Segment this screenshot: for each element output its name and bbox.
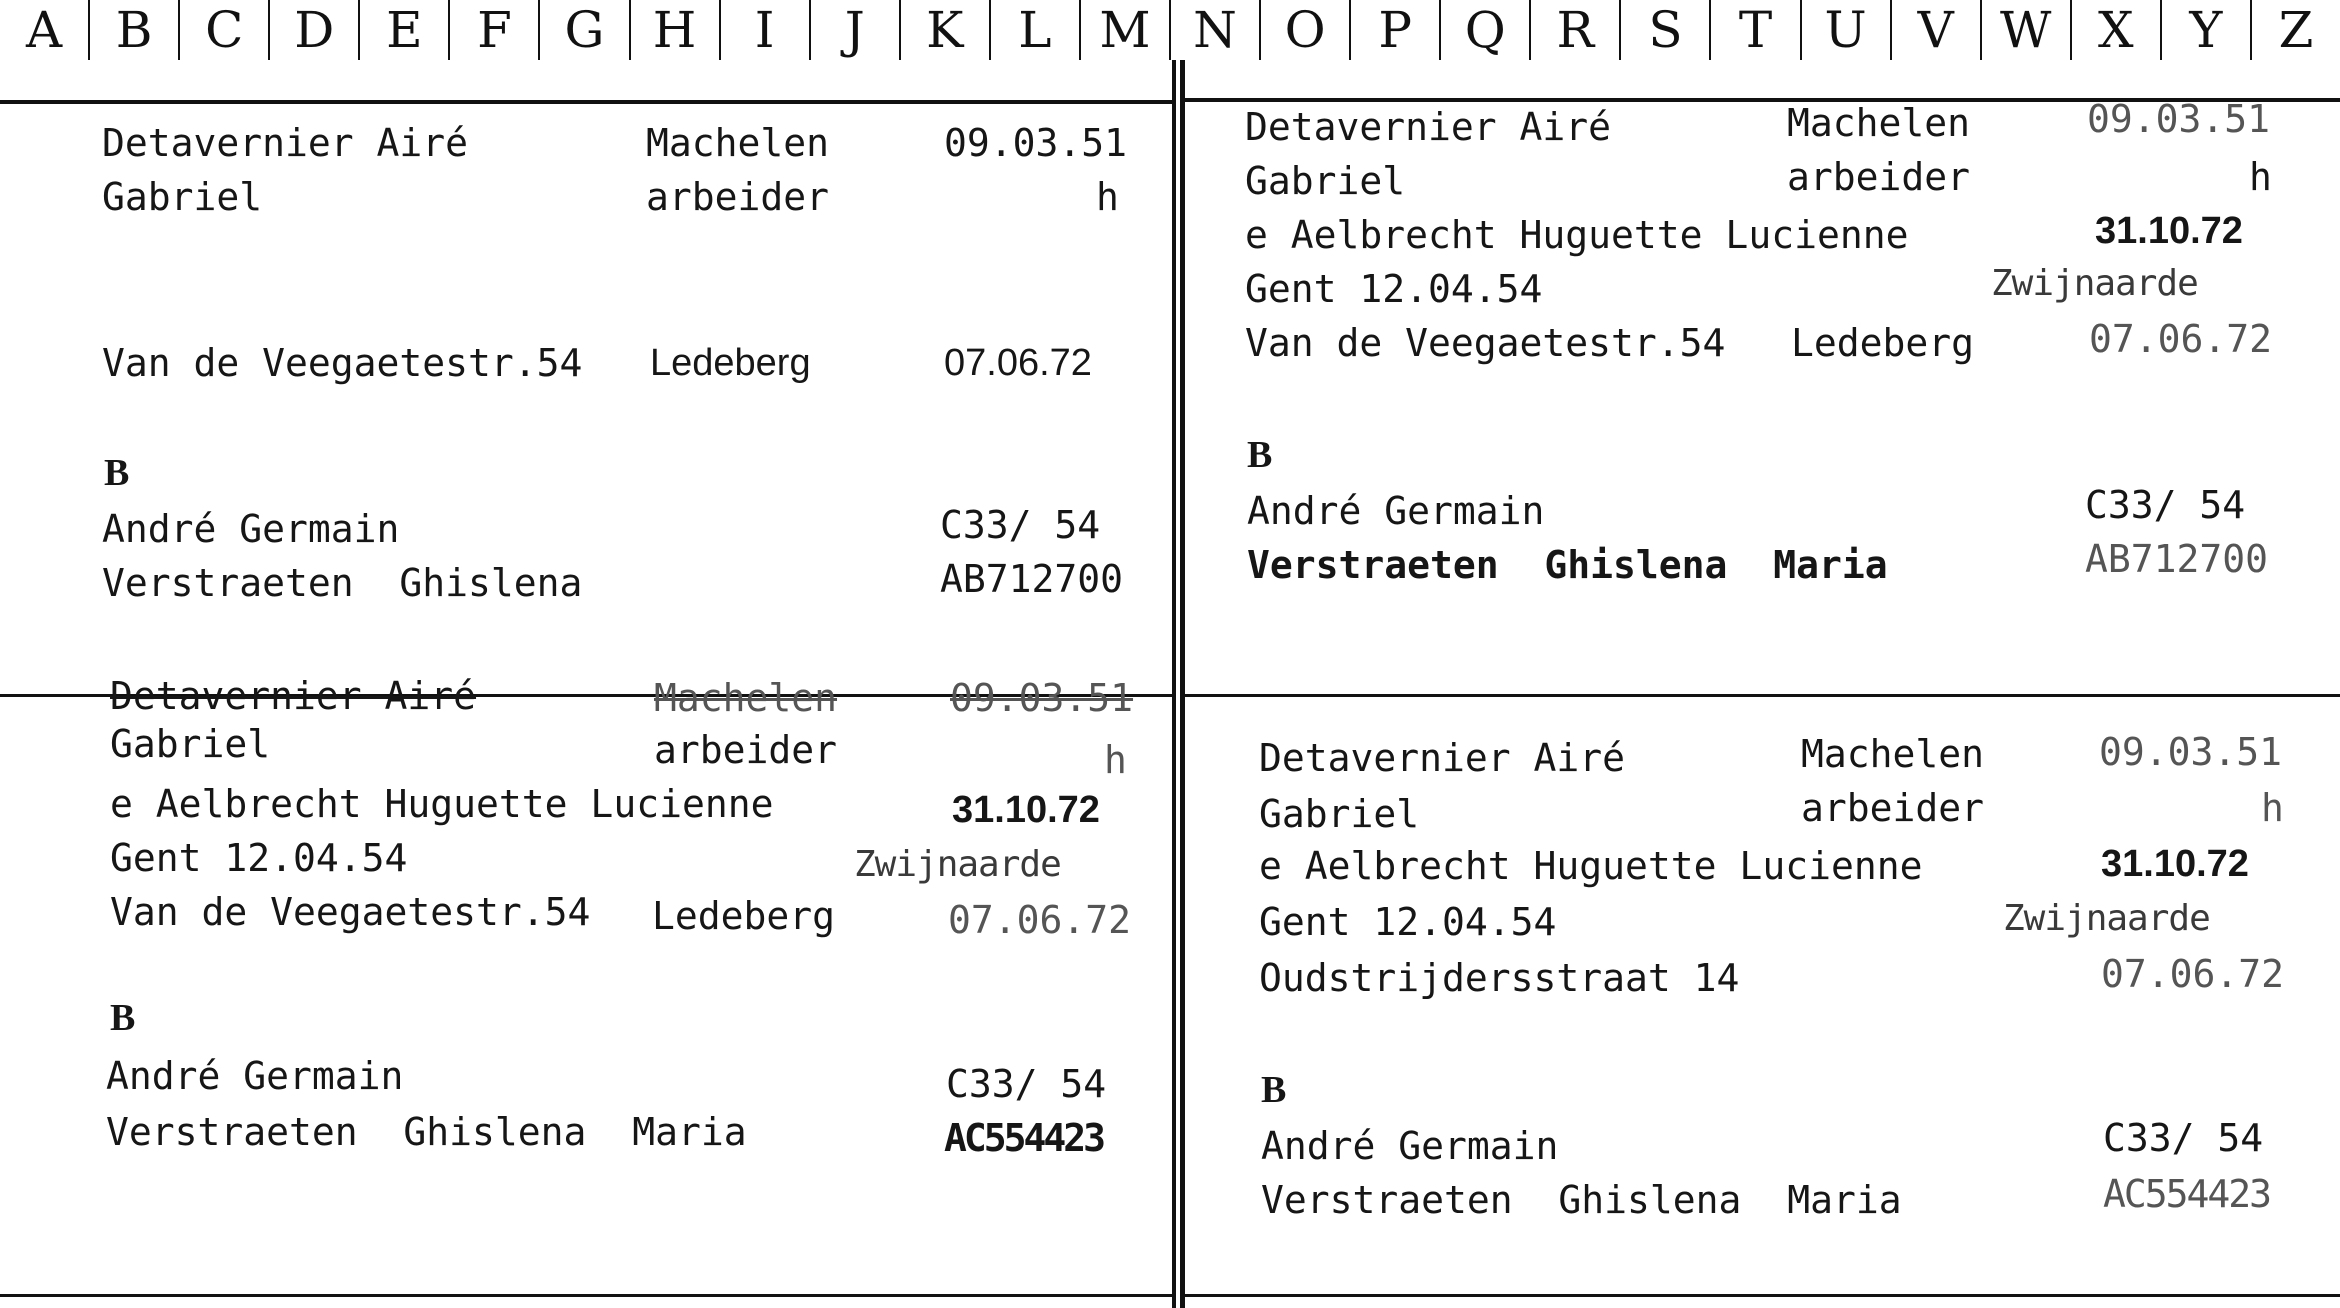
index-letter-u: U (1802, 0, 1892, 60)
index-letter-i: I (721, 0, 811, 60)
card-marriage-place: Zwijnaarde (2003, 898, 2210, 939)
bottom-divider-right (1185, 1294, 2340, 1297)
card-ref-code: C33/ 54 (940, 503, 1101, 547)
card-locality: Ledeberg (1791, 321, 1975, 365)
card-ref-number: AC554423 (944, 1116, 1104, 1160)
card-ref-code: C33/ 54 (946, 1062, 1107, 1106)
register-card-top-left (0, 0, 1172, 694)
index-letter-k: K (901, 0, 991, 60)
index-letter-a: A (0, 0, 90, 60)
index-letter-h: H (631, 0, 721, 60)
card-name-line2: Gabriel (102, 175, 263, 219)
card-birthplace: Machelen (654, 676, 838, 720)
index-letter-p: P (1351, 0, 1441, 60)
index-letter-e: E (360, 0, 450, 60)
card-section-letter: B (1247, 434, 1273, 476)
card-address-date: 07.06.72 (948, 898, 1132, 942)
card-locality: Ledeberg (650, 342, 811, 384)
card-ref-code: C33/ 54 (2085, 483, 2246, 527)
card-name-line1: Detavernier Airé (110, 674, 477, 718)
card-name-line2: Gabriel (1259, 792, 1420, 836)
card-marriage-date: 31.10.72 (2101, 843, 2249, 885)
index-letter-b: B (90, 0, 180, 60)
card-marriage-date: 31.10.72 (2095, 210, 2243, 252)
card-occupation: arbeider (654, 728, 838, 772)
card-address-date: 07.06.72 (2101, 952, 2285, 996)
index-letter-o: O (1261, 0, 1351, 60)
card-birth-date: 09.03.51 (2087, 97, 2271, 141)
index-letter-t: T (1711, 0, 1801, 60)
card-spouse-birth: Gent 12.04.54 (1245, 267, 1543, 311)
card-mother: Verstraeten Ghislena (102, 561, 583, 605)
card-marriage-place: Zwijnaarde (1991, 263, 2198, 304)
card-marriage-date: 31.10.72 (952, 789, 1100, 831)
card-ref-number: AC554423 (2103, 1172, 2271, 1216)
index-letter-y: Y (2162, 0, 2252, 60)
card-father: André Germain (1261, 1124, 1559, 1168)
card-father: André Germain (102, 507, 400, 551)
card-section-letter: B (110, 997, 136, 1039)
card-address: Van de Veegaetestr.54 (1245, 321, 1726, 365)
card-mother: Verstraeten Ghislena Maria (1261, 1178, 1902, 1222)
index-letter-g: G (540, 0, 630, 60)
center-divider (1172, 60, 1176, 1308)
card-name-line1: Detavernier Airé (102, 121, 469, 165)
index-letter-l: L (991, 0, 1081, 60)
card-spouse: e Aelbrecht Huguette Lucienne (110, 782, 774, 826)
card-marker: h (1096, 175, 1119, 219)
card-address: Oudstrijdersstraat 14 (1259, 956, 1740, 1000)
card-ref-number: AB712700 (2085, 537, 2269, 581)
card-marriage-place: Zwijnaarde (854, 844, 1061, 885)
card-name-line1: Detavernier Airé (1259, 736, 1626, 780)
register-card-top-right (1185, 0, 2340, 694)
card-locality: Ledeberg (652, 894, 836, 938)
card-ref-code: C33/ 54 (2103, 1116, 2264, 1160)
card-address-date: 07.06.72 (2089, 317, 2273, 361)
index-letter-v: V (1892, 0, 1982, 60)
index-letter-r: R (1531, 0, 1621, 60)
card-address: Van de Veegaetestr.54 (102, 341, 583, 385)
index-letter-s: S (1621, 0, 1711, 60)
register-card-bottom-right (1185, 697, 2340, 1294)
index-letter-n: N (1171, 0, 1261, 60)
card-birth-date: 09.03.51 (950, 676, 1134, 720)
card-name-line1: Detavernier Airé (1245, 105, 1612, 149)
card-spouse: e Aelbrecht Huguette Lucienne (1245, 213, 1909, 257)
index-letter-c: C (180, 0, 270, 60)
index-letter-d: D (270, 0, 360, 60)
card-spouse: e Aelbrecht Huguette Lucienne (1259, 844, 1923, 888)
card-mother: Verstraeten Ghislena Maria (1247, 543, 1888, 587)
card-spouse-birth: Gent 12.04.54 (110, 836, 408, 880)
card-occupation: arbeider (1787, 155, 1971, 199)
card-occupation: arbeider (646, 175, 830, 219)
card-name-line2: Gabriel (110, 722, 271, 766)
card-birthplace: Machelen (646, 121, 830, 165)
index-letter-j: J (811, 0, 901, 60)
index-letter-z: Z (2278, 1, 2314, 59)
card-mother: Verstraeten Ghislena Maria (106, 1110, 747, 1154)
index-letter-m: M (1081, 0, 1171, 60)
index-letter-w: W (1982, 0, 2072, 60)
card-marker: h (2261, 786, 2284, 830)
card-birthplace: Machelen (1801, 732, 1985, 776)
index-letter-f: F (450, 0, 540, 60)
card-birthplace: Machelen (1787, 101, 1971, 145)
card-section-letter: B (104, 452, 130, 494)
card-birth-date: 09.03.51 (944, 121, 1128, 165)
card-ref-number: AB712700 (940, 557, 1124, 601)
card-father: André Germain (1247, 489, 1545, 533)
card-spouse-birth: Gent 12.04.54 (1259, 900, 1557, 944)
card-name-line2: Gabriel (1245, 159, 1406, 203)
register-card-bottom-left (0, 674, 1172, 1294)
card-father: André Germain (106, 1054, 404, 1098)
bottom-divider-left (0, 1294, 1172, 1297)
card-marker: h (2249, 155, 2272, 199)
card-address: Van de Veegaetestr.54 (110, 890, 591, 934)
card-section-letter: B (1261, 1069, 1287, 1111)
index-letter-x: X (2072, 0, 2162, 60)
card-address-date: 07.06.72 (944, 342, 1092, 384)
card-occupation: arbeider (1801, 786, 1985, 830)
card-marker: h (1104, 738, 1127, 782)
card-birth-date: 09.03.51 (2099, 730, 2283, 774)
index-letter-q: Q (1441, 0, 1531, 60)
